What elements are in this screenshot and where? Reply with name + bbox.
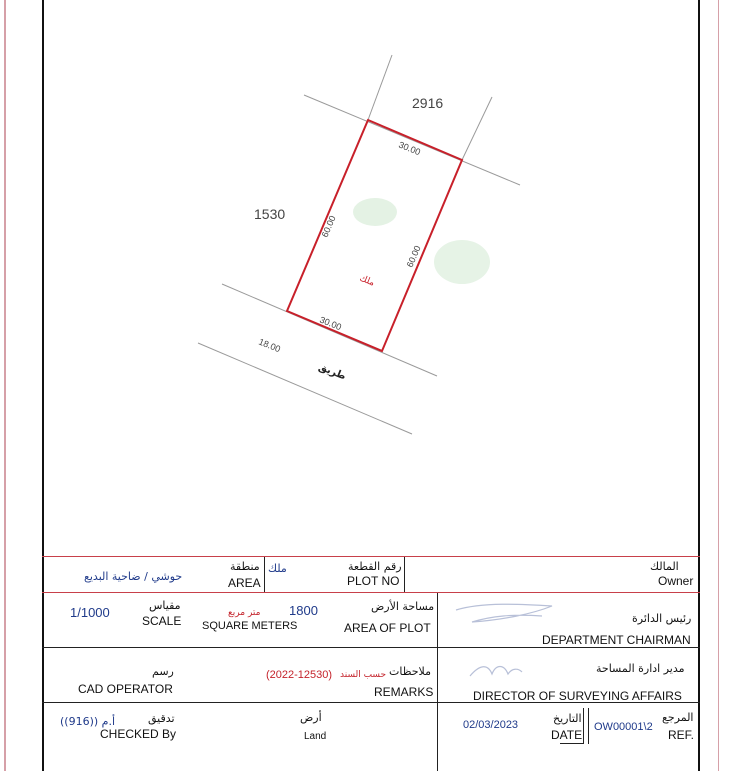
cad-operator-label-ar: رسم bbox=[152, 665, 174, 678]
ref-label-ar: المرجع bbox=[662, 711, 694, 724]
col-divider-date bbox=[583, 708, 584, 744]
table-row-border-1 bbox=[42, 592, 700, 593]
square-meters-label-ar: متر مربع bbox=[228, 608, 261, 618]
ref-label-en: REF. bbox=[668, 728, 695, 742]
plot-no-label-ar: رقم القطعة bbox=[348, 560, 402, 573]
plot-no-label-en: PLOT NO bbox=[347, 574, 400, 588]
checked-by-value: أ.م ((916)) bbox=[60, 715, 116, 728]
land-label-en: Land bbox=[304, 731, 327, 742]
dim-bottom-label: 30.00 bbox=[318, 314, 343, 333]
table-top-border bbox=[42, 556, 700, 557]
chairman-label-en: DEPARTMENT CHAIRMAN bbox=[542, 633, 691, 647]
date-label-en: DATE bbox=[551, 728, 583, 742]
ref-value: OW00001\2 bbox=[594, 721, 653, 733]
road-width-label: 18.00 bbox=[257, 336, 282, 355]
col-divider-plot bbox=[404, 557, 405, 592]
owner-label-en: Owner bbox=[658, 574, 694, 588]
date-label-ar: التاريخ bbox=[553, 712, 582, 725]
green-smudges bbox=[353, 198, 490, 284]
chairman-signature bbox=[452, 600, 562, 628]
plot-tag-label: ملك bbox=[357, 273, 376, 289]
scale-value: 1/1000 bbox=[70, 605, 110, 620]
neighbor-top-label: 2916 bbox=[412, 95, 444, 111]
scale-label-en: SCALE bbox=[142, 614, 182, 628]
boundary-line-left bbox=[368, 55, 392, 120]
dim-left-label: 60.00 bbox=[319, 214, 338, 239]
area-value-ar: ملك bbox=[268, 562, 287, 575]
area-of-plot-value: 1800 bbox=[289, 603, 318, 618]
road-edge-lower bbox=[198, 343, 412, 434]
director-label-ar: مدير ادارة المساحة bbox=[596, 662, 685, 675]
owner-label-ar: المالك bbox=[650, 560, 679, 573]
remarks-label-ar: ملاحظات bbox=[389, 665, 431, 678]
area-label-ar: منطقة bbox=[230, 560, 260, 573]
dim-top-label: 30.00 bbox=[397, 139, 422, 158]
land-label-ar: أرض bbox=[300, 711, 322, 724]
remarks-value-prefix: حسب السند bbox=[340, 670, 387, 680]
remarks-value: (2022-12530) bbox=[266, 669, 333, 681]
road-label: طريق bbox=[316, 361, 348, 383]
area-of-plot-label-en: AREA OF PLOT bbox=[344, 621, 431, 635]
date-underline bbox=[560, 743, 584, 744]
dim-right-label: 60.00 bbox=[404, 244, 423, 269]
col-divider-ref bbox=[588, 708, 589, 744]
chairman-label-ar: رئيس الدائرة bbox=[632, 612, 692, 625]
scale-label-ar: مقياس bbox=[149, 599, 181, 612]
table-row-border-2 bbox=[42, 647, 700, 648]
director-signature bbox=[466, 660, 526, 684]
date-value: 02/03/2023 bbox=[463, 719, 519, 731]
remarks-label-en: REMARKS bbox=[374, 685, 434, 699]
boundary-line-right bbox=[462, 97, 492, 160]
director-label-en: DIRECTOR OF SURVEYING AFFAIRS bbox=[473, 689, 682, 703]
checked-by-label-ar: تدقيق bbox=[148, 712, 175, 725]
area-name: حوشي / ضاحية البديع bbox=[84, 570, 183, 583]
square-meters-label-en: SQUARE METERS bbox=[202, 620, 298, 632]
col-divider-main bbox=[437, 593, 438, 771]
area-label-en: AREA bbox=[228, 576, 261, 590]
checked-by-label-en: CHECKED By bbox=[100, 727, 177, 741]
neighbor-left-label: 1530 bbox=[254, 206, 286, 222]
area-of-plot-label-ar: مساحة الأرض bbox=[371, 600, 435, 613]
plot-boundary bbox=[287, 120, 462, 351]
col-divider-area bbox=[264, 557, 265, 592]
cad-operator-label-en: CAD OPERATOR bbox=[78, 682, 173, 696]
